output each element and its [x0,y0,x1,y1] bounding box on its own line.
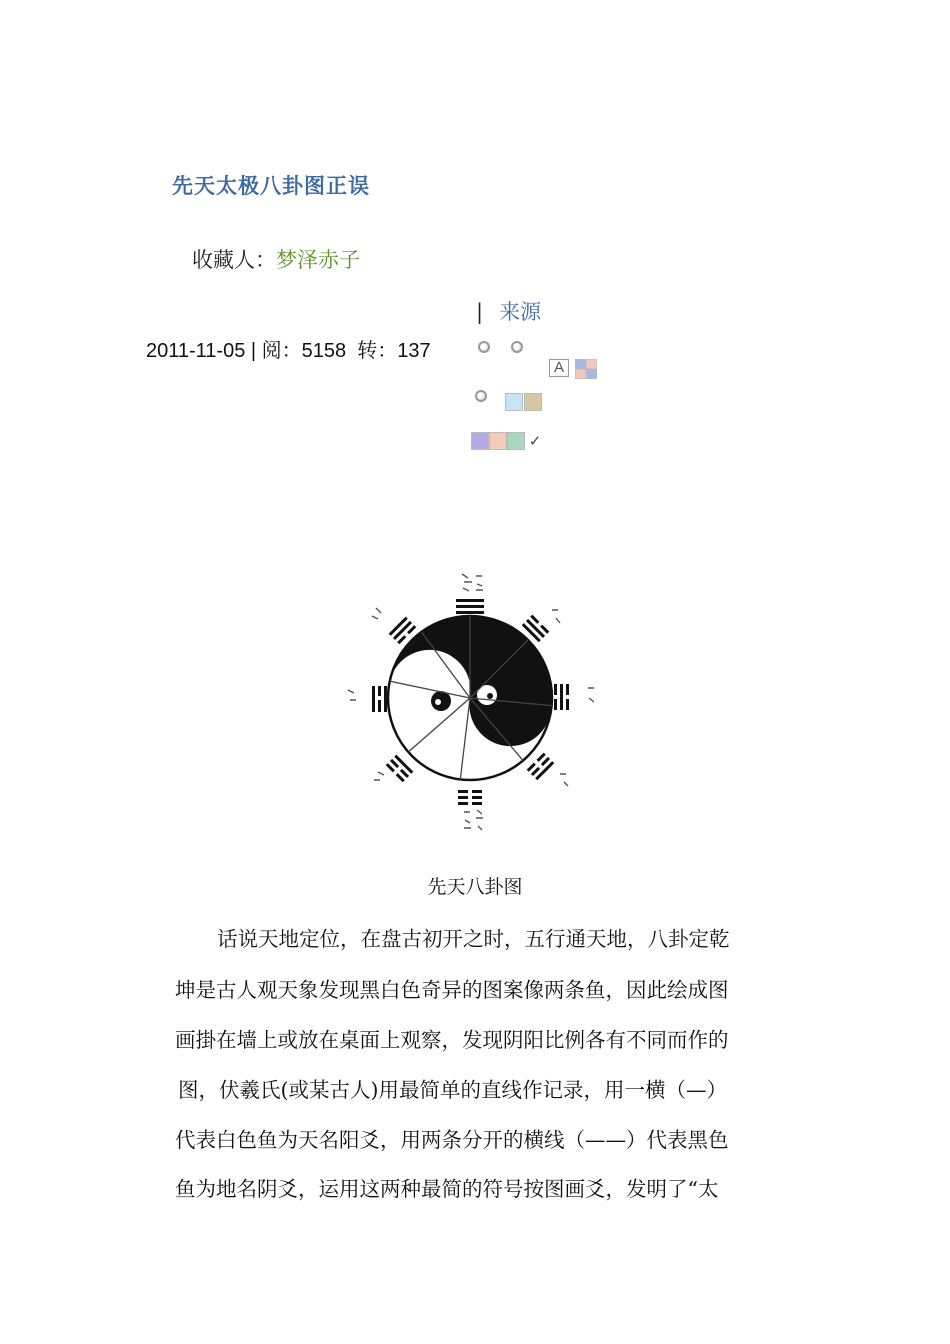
collector-name-link[interactable]: 梦泽赤子 [276,248,360,272]
bg-radio-3[interactable] [475,390,487,402]
body-line-5: 代表白色鱼为天名阳爻，用两条分开的横线（——）代表黑色 [175,1128,729,1152]
body-line-2: 坤是古人观天象发现黑白色奇异的图案像两条鱼，因此绘成图 [175,978,729,1002]
body-line-6: 鱼为地名阴爻，运用这两种最简的符号按图画爻，发明了“太 [175,1177,719,1201]
color-grid-icon [575,359,597,379]
body-line-4: 图，伏羲氏(或某古人)用最简单的直线作记录，用一横（—） [178,1078,727,1102]
color-grid-swatch[interactable] [575,359,597,379]
font-size-button[interactable]: A [549,359,569,377]
color-swatch-tan[interactable] [524,393,542,411]
color-swatch-mint[interactable] [507,432,525,450]
bg-radio-1[interactable] [478,341,490,353]
body-line-3: 画掛在墙上或放在桌面上观察，发现阴阳比例各有不同而作的 [175,1028,729,1052]
collector-info [192,244,360,274]
article-title: 先天太极八卦图正误 [172,173,370,198]
collector-label: 收藏人： [192,248,276,272]
source-link[interactable]: 来源 [499,300,542,324]
source-row [476,296,541,326]
separator: | [476,300,484,324]
article-meta: 2011-11-05 | 阅：5158 转：137 [146,340,431,362]
color-swatch-lavender[interactable] [471,432,489,450]
check-icon[interactable]: ✓ [528,432,542,450]
color-swatch-peach[interactable] [489,432,507,450]
bagua-diagram [330,566,610,836]
bg-radio-2[interactable] [511,341,523,353]
taiji-bagua-image [330,566,610,836]
figure-caption: 先天八卦图 [427,876,523,898]
body-line-1: 话说天地定位，在盘古初开之时，五行通天地，八卦定乾 [217,927,730,951]
color-swatch-light-blue[interactable] [505,393,523,411]
